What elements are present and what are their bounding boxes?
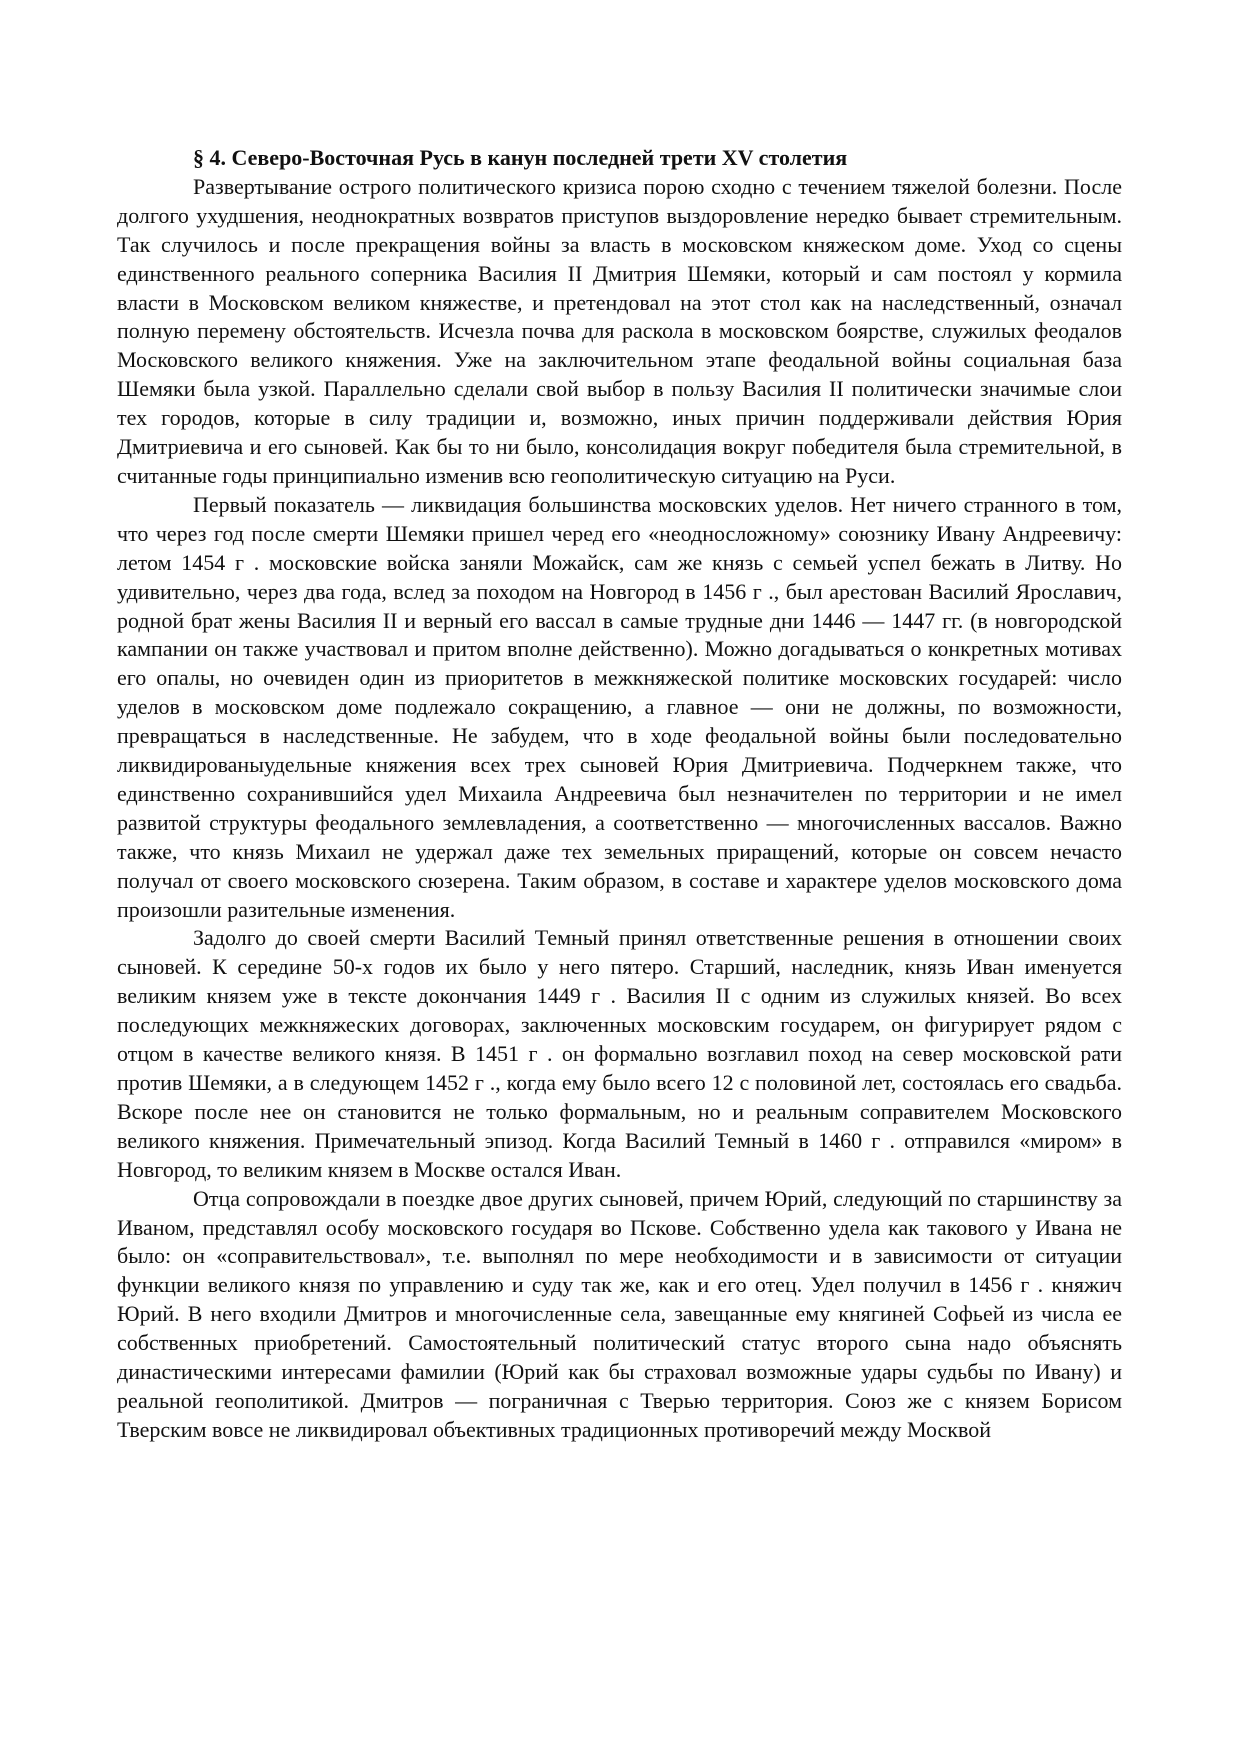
document-body	[117, 144, 1122, 1445]
paragraph-3: Задолго до своей смерти Василий Темный принял ответственные решения в отношении своих сыновей. К середине 50-х годов их было у него пятеро. Старший, наследник, князь Иван именуется великим князем уже в тексте докончания 1449 г . Василия II с одним из служилых князей. Во всех последующих межкняжеских договорах, заключенных московским государем, он фигурирует рядом с отцом в качестве великого князя. В 1451 г . он формально возглавил поход на север московской рати против Шемяки, а в следующем 1452 г ., когда ему было всего 12 с половиной лет, состоялась его свадьба. Вскоре после нее он становится не только формальным, но и реальным соправителем Московского великого княжения. Примечательный эпизод. Когда Василий Темный в 1460 г . отправился «миром» в Новгород, то великим князем в Москве остался Иван.	[117, 925, 1122, 1182]
paragraph-4: Отца сопровождали в поездке двое других сыновей, причем Юрий, следующий по старшинству за Иваном, представлял особу московского государя во Пскове. Собственно удела как такового у Ивана не было: он «соправительствовал», т.е. выполнял по мере необходимости и в зависимости от ситуации функции великого князя по управлению и суду так же, как и его отец. Удел получил в 1456 г . княжич Юрий. В него входили Дмитров и многочисленные села, завещанные ему княгиней Софьей из числа ее собственных приобретений. Самостоятельный политический статус второго сына надо объяснять династическими интересами фамилии (Юрий как бы страховал возможные удары судьбы по Ивану) и реальной геополитикой. Дмитров — пограничная с Тверью территория. Союз же с князем Борисом Тверским вовсе не ликвидировал объективных традиционных противоречий между Москвой	[117, 1185, 1122, 1442]
section-heading: § 4. Северо-Восточная Русь в канун последней трети XV столетия	[193, 145, 848, 170]
paragraph-1: Развертывание острого политического кризиса порою сходно с течением тяжелой болезни. После долгого ухудшения, неоднократных возвратов приступов выздоровление нередко бывает стремительным. Так случилось и после прекращения войны за власть в московском княжеском доме. Уход со сцены единственного реального соперника Василия II Дмитрия Шемяки, который и сам постоял у кормила власти в Московском великом княжестве, и претендовал на этот стол как на наследственный, означал полную перемену обстоятельств. Исчезла почва для раскола в московском боярстве, служилых феодалов Московского великого княжения. Уже на заключительном этапе феодальной войны социальная база Шемяки была узкой. Параллельно сделали свой выбор в пользу Василия II политически значимые слои тех городов, которые в силу традиции и, возможно, иных причин поддерживали действия Юрия Дмитриевича и его сыновей. Как бы то ни было, консолидация вокруг победителя была стремительной, в считанные годы принципиально изменив всю геополитическую ситуацию на Руси.	[117, 173, 1122, 488]
paragraph-2: Первый показатель — ликвидация большинства московских уделов. Нет ничего странного в том, что через год после смерти Шемяки пришел черед его «неодносложному» союзнику Ивану Андреевичу: летом 1454 г . московские войска заняли Можайск, сам же князь с семьей успел бежать в Литву. Но удивительно, через два года, вслед за походом на Новгород в 1456 г ., был арестован Василий Ярославич, родной брат жены Василия II и верный его вассал в самые трудные дни 1446 — 1447 гг. (в новгородской кампании он также участвовал и притом вполне действенно). Можно догадываться о конкретных мотивах его опалы, но очевиден один из приоритетов в межкняжеской политике московских государей: число уделов в московском доме подлежало сокращению, а главное — они не должны, по возможности, превращаться в наследственные. Не забудем, что в ходе феодальной войны были последовательно ликвидированыудельные княжения всех трех сыновей Юрия Дмитриевича. Подчеркнем также, что единственно сохранившийся удел Михаила Андреевича был незначителен по территории и не имел развитой структуры феодального землевладения, а соответственно — многочисленных вассалов. Важно также, что князь Михаил не удержал даже тех земельных приращений, которые он совсем нечасто получал от своего московского сюзерена. Таким образом, в составе и характере уделов московского дома произошли разительные изменения.	[117, 491, 1122, 922]
